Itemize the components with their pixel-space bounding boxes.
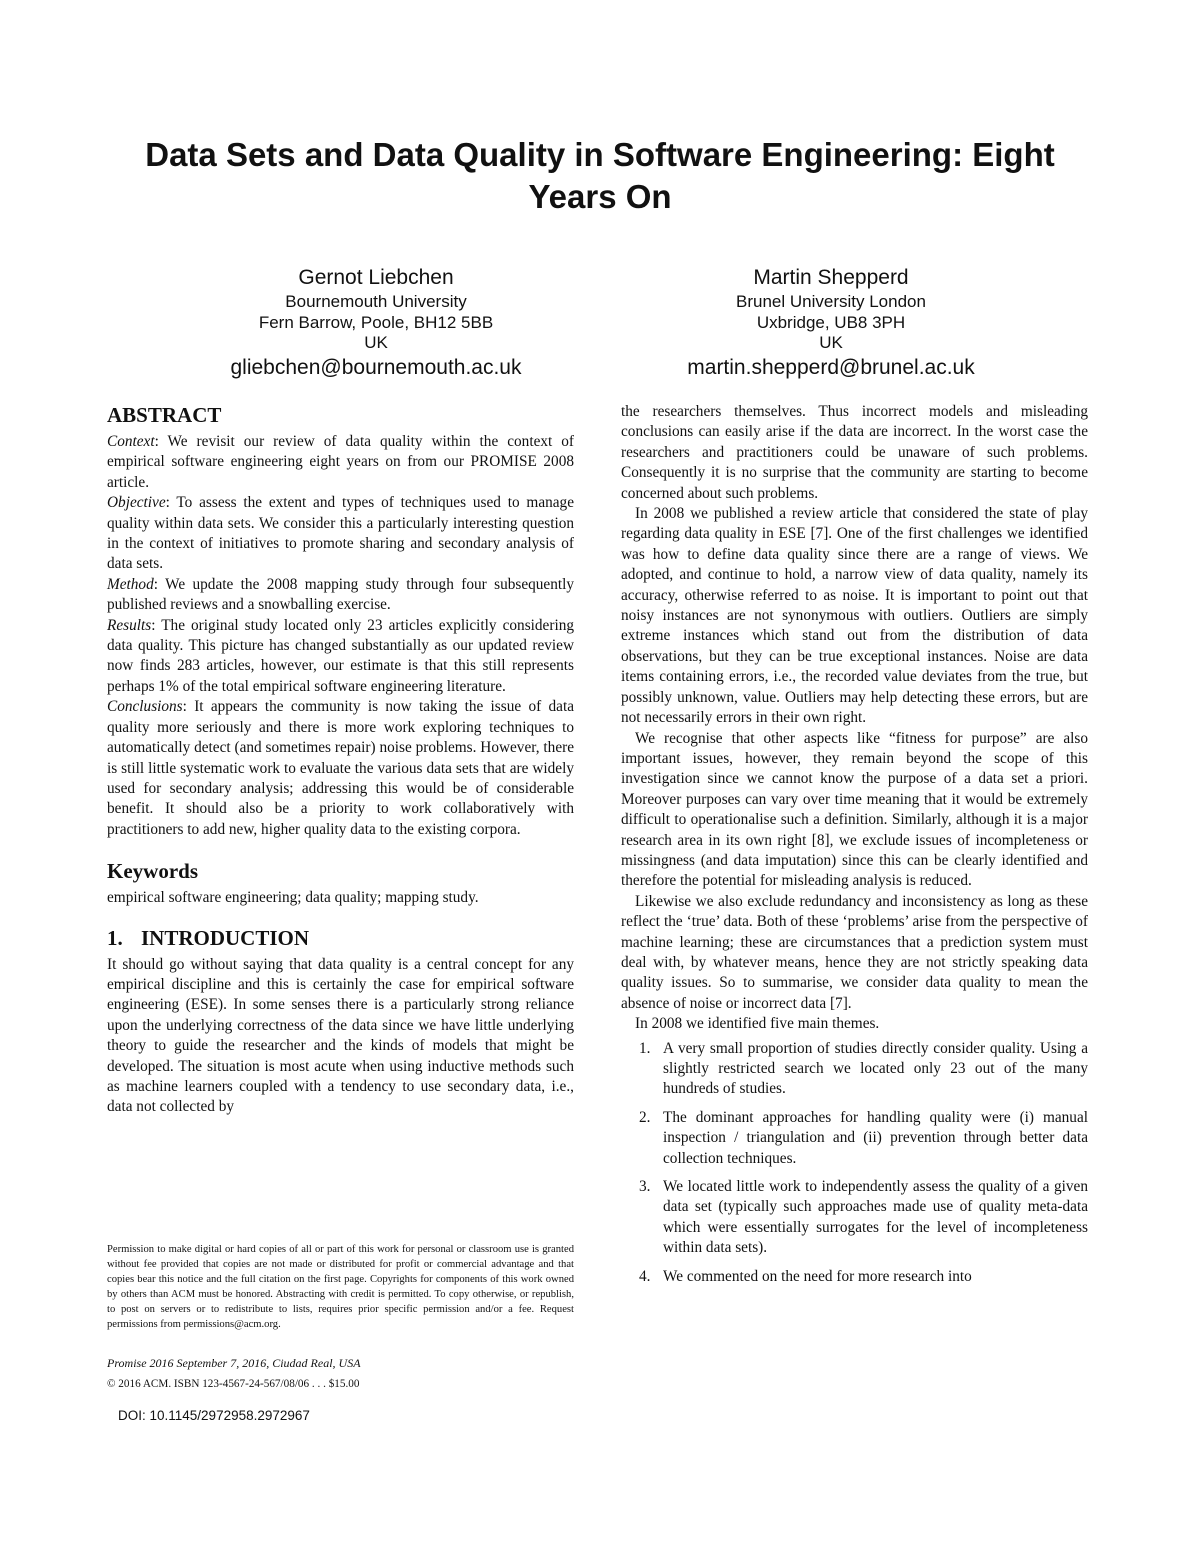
list-text: A very small proportion of studies directly consider quality. Using a slightly restricted search we located only 23 out of the many hundreds of studies. [663, 1039, 1088, 1098]
abstract-text: : We update the 2008 mapping study through four subsequently published reviews and a snowballing exercise. [107, 575, 574, 614]
author-name: Gernot Liebchen [298, 266, 454, 289]
abstract-text: : We revisit our review of data quality within the context of empirical software engineering eight years on from our PROMISE 2008 article. [107, 433, 574, 491]
author-address: Uxbridge, UB8 3PH [756, 312, 906, 332]
list-item [621, 1108, 1088, 1169]
intro-paragraph: Likewise we also exclude redundancy and inconsistency as long as these reflect the ‘true’ data. Both of these ‘problems’ arise from the perspective of machine learning; these are circumstances that a prediction system must deal with, by whatever means, hence they are not strictly speaking data quality issues. So to summarise, we consider data quality to mean the absence of noise or incorrect data [7]. [621, 892, 1088, 1012]
abstract-label: Conclusions [107, 698, 183, 716]
list-text: The dominant approaches for handling quality were (i) manual inspection / triangulation and (ii) prevention through better data collection techniques. [663, 1108, 1088, 1167]
copyright-line: © 2016 ACM. ISBN 123-4567-24-567/08/06 . . . $15.00 [107, 1378, 360, 1390]
abstract-context [107, 432, 574, 493]
keywords-heading: Keywords [107, 859, 198, 884]
list-number: 2. [639, 1108, 651, 1126]
author-block [156, 264, 596, 382]
section-title: INTRODUCTION [141, 925, 310, 950]
list-number: 3. [639, 1178, 651, 1196]
list-text: We located little work to independently assess the quality of a given data set (typically such approaches made use of quality meta-data which were essentially surrogates for the level of incompleteness within data sets). [663, 1178, 1088, 1257]
abstract-label: Results [107, 616, 152, 634]
conference-info: Promise 2016 September 7, 2016, Ciudad Real, USA [107, 1356, 361, 1370]
paper-title: Data Sets and Data Quality in Software Engineering: Eight Years On [145, 136, 1055, 215]
list-item [621, 1177, 1088, 1259]
abstract-label: Context [107, 433, 155, 450]
section-number: 1. [107, 925, 123, 950]
abstract-heading: ABSTRACT [107, 403, 222, 427]
list-text: We commented on the need for more research into [663, 1267, 972, 1285]
right-column [621, 402, 1088, 1295]
intro-paragraph: the researchers themselves. Thus incorrect models and misleading conclusions can easily arise if the data are incorrect. In the worst case the researchers and practitioners could be unaware of such problems. Consequently it is no surprise that the community are starting to become concerned about such problems. [621, 403, 1088, 502]
author-country: UK [364, 333, 388, 352]
author-address: Fern Barrow, Poole, BH12 5BB [258, 312, 494, 332]
list-number: 4. [639, 1267, 651, 1285]
intro-paragraph: It should go without saying that data quality is a central concept for any empirical discipline and this is certainly the case for empirical software engineering (ESE). In some senses there is a particularly strong reliance upon the underlying correctness of the data since we have little underlying theory to guide the researcher and the kinds of models that might be developed. The situation is most acute when using inductive methods such as machine learners coupled with a tendency to use secondary data, i.e., data not collected by [107, 955, 574, 1116]
abstract-text: : The original study located only 23 articles explicitly considering data quality. This picture has changed substantially as our updated review now finds 283 articles, however, our estimate is that this still represents perhaps 1% of the total empirical software engineering literature. [107, 616, 574, 695]
abstract-label: Objective [107, 494, 166, 512]
introduction-heading [107, 925, 574, 951]
author-email[interactable]: gliebchen@bournemouth.ac.uk [230, 355, 522, 379]
intro-paragraph: In 2008 we published a review article that considered the state of play regarding data quality in ESE [7]. One of the first challenges we identified was how to define data quality since there are a range of views. We adopted, and continue to hold, a narrow view of data quality, namely its accuracy, otherwise referred to as noise. It is important to point out that noisy instances are not synonymous with outliers. Outliers are simply extreme instances which stand out from the distribution of data observations, but they can be true exceptional instances. Noise are data items containing errors, i.e., the recorded value deviates from the true, but possibly unknown, value. Outliers may help detecting these errors, but are not necessarily errors in their own right. [621, 505, 1088, 727]
author-affiliation: Brunel University London [736, 292, 926, 311]
abstract-results [107, 616, 574, 698]
keywords-text: empirical software engineering; data quality; mapping study. [107, 889, 479, 907]
list-number: 1. [639, 1039, 651, 1057]
themes-list [621, 1039, 1088, 1287]
doi-line[interactable]: DOI: 10.1145/2972958.2972967 [118, 1408, 310, 1423]
abstract-label: Method [107, 575, 154, 593]
abstract-conclusions [107, 697, 574, 840]
abstract-method [107, 575, 574, 616]
author-email[interactable]: martin.shepperd@brunel.ac.uk [687, 355, 975, 379]
author-affiliation: Bournemouth University [285, 292, 467, 311]
abstract-objective [107, 493, 574, 575]
left-column [107, 402, 574, 1118]
list-item [621, 1039, 1088, 1100]
author-name: Martin Shepperd [753, 266, 909, 289]
list-item [621, 1267, 1088, 1287]
author-block [611, 264, 1051, 382]
intro-paragraph: In 2008 we identified five main themes. [635, 1015, 880, 1033]
intro-paragraph: We recognise that other aspects like “fitness for purpose” are also important issues, however, they remain beyond the scope of this investigation since we cannot know the purpose of a data set a priori. Moreover purposes can vary over time meaning that it would be extremely difficult to operationalise such a definition. Similarly, although it is a major research area in its own right [8], we exclude issues of incompleteness or missingness (and data imputation) since this can be clearly identified and therefore the potential for misleading analysis is reduced. [621, 729, 1088, 890]
abstract-text: : To assess the extent and types of techniques used to manage quality within data sets. We consider this a particularly interesting question in the context of initiatives to promote sharing and secondary analysis of data sets. [107, 494, 574, 573]
author-country: UK [819, 333, 843, 352]
abstract-text: : It appears the community is now taking the issue of data quality more seriously and there is more work exploring techniques to automatically detect (and sometimes repair) noise problems. However, there is still little systematic work to evaluate the various data sets that are widely used for secondary analysis; addressing this would be of considerable benefit. It should also be a priority to work collaboratively with practitioners to add new, higher quality data to the existing corpora. [107, 698, 574, 838]
permission-notice: Permission to make digital or hard copies of all or part of this work for personal or classroom use is granted without fee provided that copies are not made or distributed for profit or commercial advantage and that copies bear this notice and the full citation on the first page. Copyrights for components of this work owned by others than ACM must be honored. Abstracting with credit is permitted. To copy otherwise, or republish, to post on servers or to redistribute to lists, requires prior specific permission and/or a fee. Request permissions from permissions@acm.org. [107, 1244, 574, 1330]
